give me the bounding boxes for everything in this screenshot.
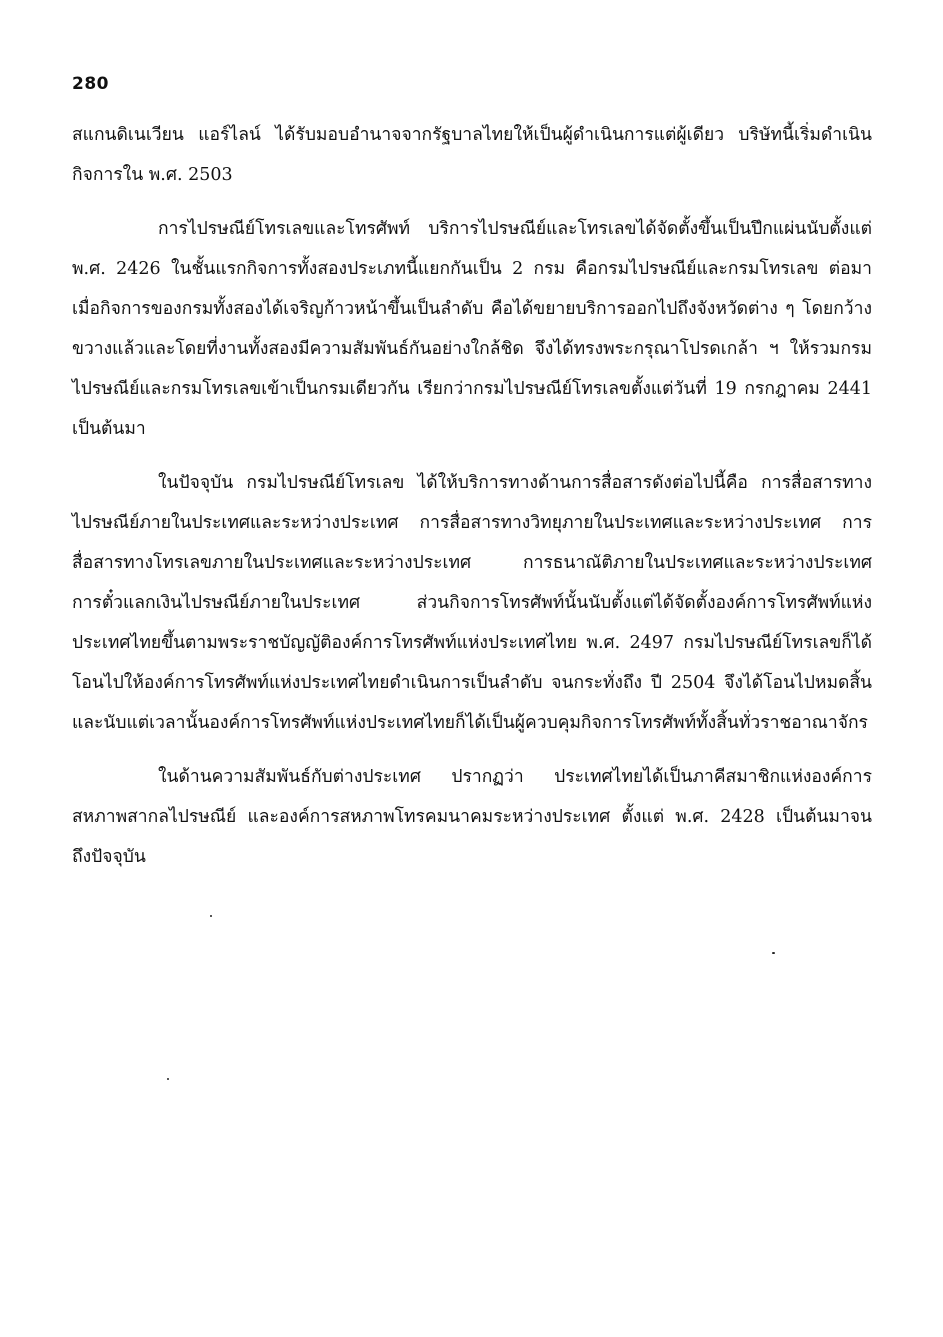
text-line: เมื่อกิจการของกรมทั้งสองได้เจริญก้าวหน้าขึ้นเป็นลำดับ คือได้ขยายบริการออกไปถึงจังหวัดต่าง ๆ โดยกว้าง [72, 299, 872, 319]
scan-speck [167, 1078, 169, 1080]
text-line: ถึงปัจจุบัน [72, 847, 146, 867]
text-line: ในด้านความสัมพันธ์กับต่างประเทศ ปรากฏว่า ประเทศไทยได้เป็นภาคีสมาชิกแห่งองค์การ [158, 767, 872, 787]
text-line: ในปัจจุบัน กรมไปรษณีย์โทรเลข ได้ให้บริการทางด้านการสื่อสารดังต่อไปนี้คือ การสื่อสารทาง [158, 473, 872, 493]
text-line: การไปรษณีย์โทรเลขและโทรศัพท์ บริการไปรษณีย์และโทรเลขได้จัดตั้งขึ้นเป็นปึกแผ่นนับตั้งแต่ [158, 219, 872, 239]
text-line: ไปรษณีย์ภายในประเทศและระหว่างประเทศ การสื่อสารทางวิทยุภายในประเทศและระหว่างประเทศ การ [72, 513, 872, 533]
text-line: สหภาพสากลไปรษณีย์ และองค์การสหภาพโทรคมนาคมระหว่างประเทศ ตั้งแต่ พ.ศ. 2428 เป็นต้นมาจน [72, 807, 872, 827]
text-line: สแกนดิเนเวียน แอร์ไลน์ ได้รับมอบอำนาจจากรัฐบาลไทยให้เป็นผู้ดำเนินการแต่ผู้เดียว บริษัทนี้เริ่มดำเนิน [72, 125, 872, 145]
text-line: สื่อสารทางโทรเลขภายในประเทศและระหว่างประเทศ การธนาณัติภายในประเทศและระหว่างประเทศ [72, 553, 872, 573]
text-line: กิจการใน พ.ศ. 2503 [72, 165, 233, 185]
text-line: การตั๋วแลกเงินไปรษณีย์ภายในประเทศ ส่วนกิจการโทรศัพท์นั้นนับตั้งแต่ได้จัดตั้งองค์การโทรศัพท์แห่ง [72, 593, 872, 613]
page-number: 280 [72, 74, 109, 94]
scan-speck [210, 915, 212, 917]
paragraph [72, 209, 872, 449]
text-line: โอนไปให้องค์การโทรศัพท์แห่งประเทศไทยดำเนินการเป็นลำดับ จนกระทั่งถึง ปี 2504 จึงได้โอนไปหมดสิ้น [72, 673, 872, 693]
text-line: พ.ศ. 2426 ในชั้นแรกกิจการทั้งสองประเภทนี้แยกกันเป็น 2 กรม คือกรมไปรษณีย์และกรมโทรเลข ต่อมา [72, 259, 872, 279]
paragraph [72, 757, 872, 877]
document-body [72, 115, 872, 877]
paragraph [72, 463, 872, 743]
text-line: และนับแต่เวลานั้นองค์การโทรศัพท์แห่งประเทศไทยก็ได้เป็นผู้ควบคุมกิจการโทรศัพท์ทั้งสิ้นทั่วราชอาณาจักร [72, 713, 868, 733]
text-line: ขวางแล้วและโดยที่งานทั้งสองมีความสัมพันธ์กันอย่างใกล้ชิด จึงได้ทรงพระกรุณาโปรดเกล้า ฯ ให้รวมกรม [72, 339, 872, 359]
text-line: ประเทศไทยขึ้นตามพระราชบัญญัติองค์การโทรศัพท์แห่งประเทศไทย พ.ศ. 2497 กรมไปรษณีย์โทรเลขก็ได้ [72, 633, 872, 653]
text-line: ไปรษณีย์และกรมโทรเลขเข้าเป็นกรมเดียวกัน เรียกว่ากรมไปรษณีย์โทรเลขตั้งแต่วันที่ 19 กรกฎาคม 2441 [72, 379, 872, 399]
paragraph [72, 115, 872, 195]
text-line: เป็นต้นมา [72, 419, 146, 439]
scan-speck [772, 952, 775, 954]
